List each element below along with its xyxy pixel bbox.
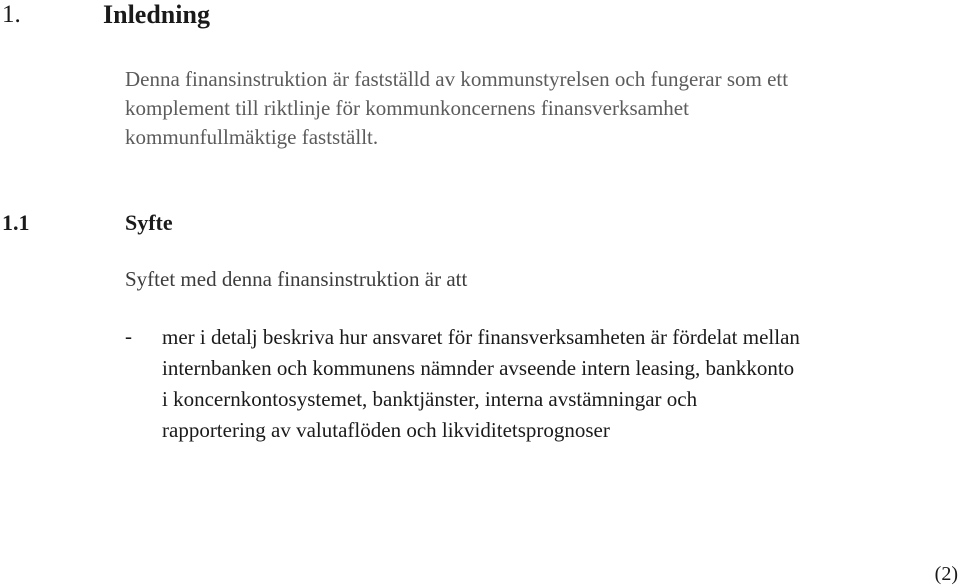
page-number: (2) [934,563,958,585]
list-item-line: mer i detalj beskriva hur ansvaret för finansverksamheten är fördelat mellan [162,325,800,349]
heading-2-title: Syfte [125,210,173,235]
intro-paragraph [125,65,788,152]
list-item-line: rapportering av valutaflöden och likviditetsprognoser [162,418,610,442]
heading-1-title: Inledning [103,0,210,29]
heading-1-number: 1. [2,1,21,28]
syfte-paragraph: Syftet med denna finansinstruktion är att [125,267,468,291]
list-bullet: - [125,324,132,348]
intro-line: Denna finansinstruktion är fastställd av kommunstyrelsen och fungerar som ett [125,67,789,91]
heading-2-number: 1.1 [2,210,30,235]
list-item [162,322,800,446]
list-item-line: internbanken och kommunens nämnder avseende intern leasing, bankkonto [162,356,795,380]
intro-line: kommunfullmäktige fastställt. [125,125,379,149]
list-item-line: i koncernkontosystemet, banktjänster, interna avstämningar och [162,387,698,411]
intro-line: komplement till riktlinje för kommunkoncernens finansverksamhet [125,96,689,120]
